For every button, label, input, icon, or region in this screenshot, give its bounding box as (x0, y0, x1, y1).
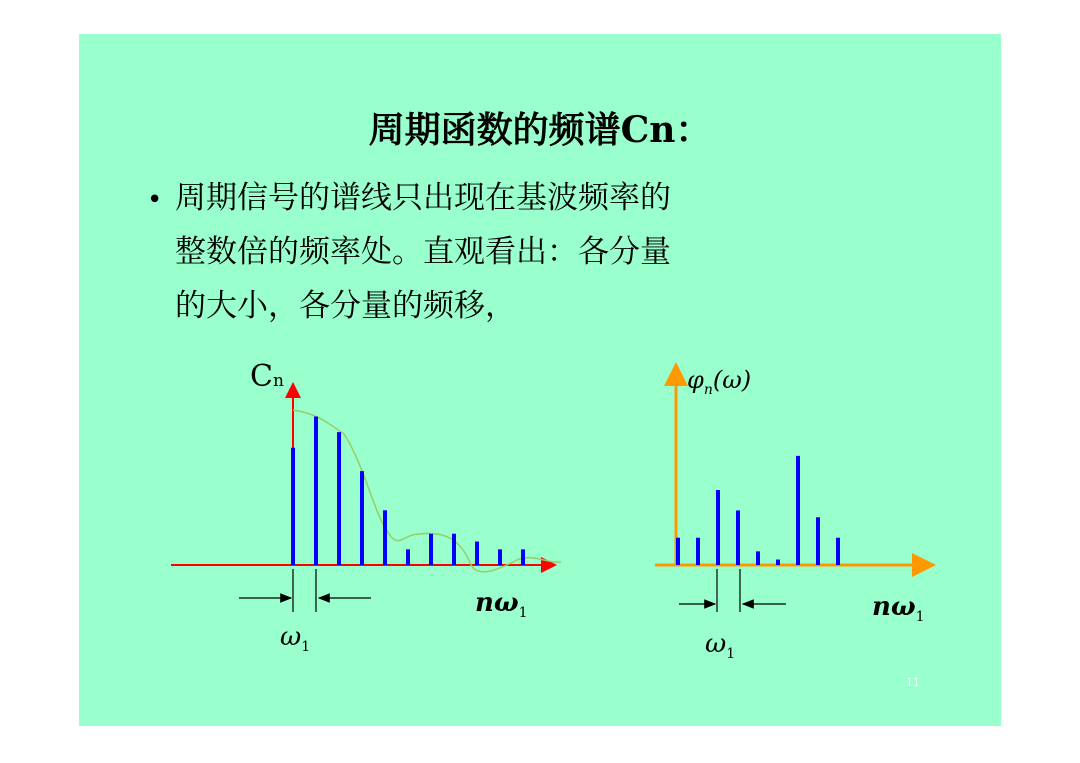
bullet-line: 整数倍的频率处。直观看出：各分量 (175, 234, 671, 270)
phase-spacing-label-main: ω (705, 629, 727, 659)
slide (79, 34, 1001, 726)
phase-y-label-sub: n (703, 381, 713, 398)
page-number: 11 (906, 676, 920, 689)
slide-title: 周期函数的频谱Cn： (368, 109, 712, 151)
amplitude-x-label-main: nω (475, 588, 519, 618)
phase-x-label-main: nω (872, 592, 916, 622)
amplitude-spectrum-chart (79, 34, 1001, 726)
amplitude-y-label-sub: n (272, 371, 284, 391)
amplitude-y-label (250, 359, 284, 394)
bullet-line: 的大小，各分量的频移， (175, 288, 516, 324)
amplitude-spacing-label-main: ω (280, 622, 302, 652)
phase-spacing-label (705, 631, 735, 661)
phase-x-label-sub: 1 (915, 609, 925, 626)
amplitude-spacing-label (280, 624, 310, 654)
amplitude-plot (171, 390, 561, 612)
phase-y-label (687, 368, 751, 397)
amplitude-x-label (475, 590, 528, 620)
amplitude-spacing-label-sub: 1 (301, 639, 311, 656)
bullet-line: 周期信号的谱线只出现在基波频率的 (175, 180, 671, 216)
amplitude-envelope (293, 410, 561, 572)
bullet-marker: • (147, 185, 163, 215)
amplitude-x-label-sub: 1 (518, 605, 528, 622)
phase-x-label (872, 594, 925, 624)
phase-y-label-main: φ (687, 366, 704, 394)
phase-plot (655, 374, 924, 612)
amplitude-y-label-main: C (250, 359, 273, 394)
phase-y-label-suffix: (ω) (712, 366, 752, 394)
phase-spacing-label-sub: 1 (726, 646, 736, 663)
